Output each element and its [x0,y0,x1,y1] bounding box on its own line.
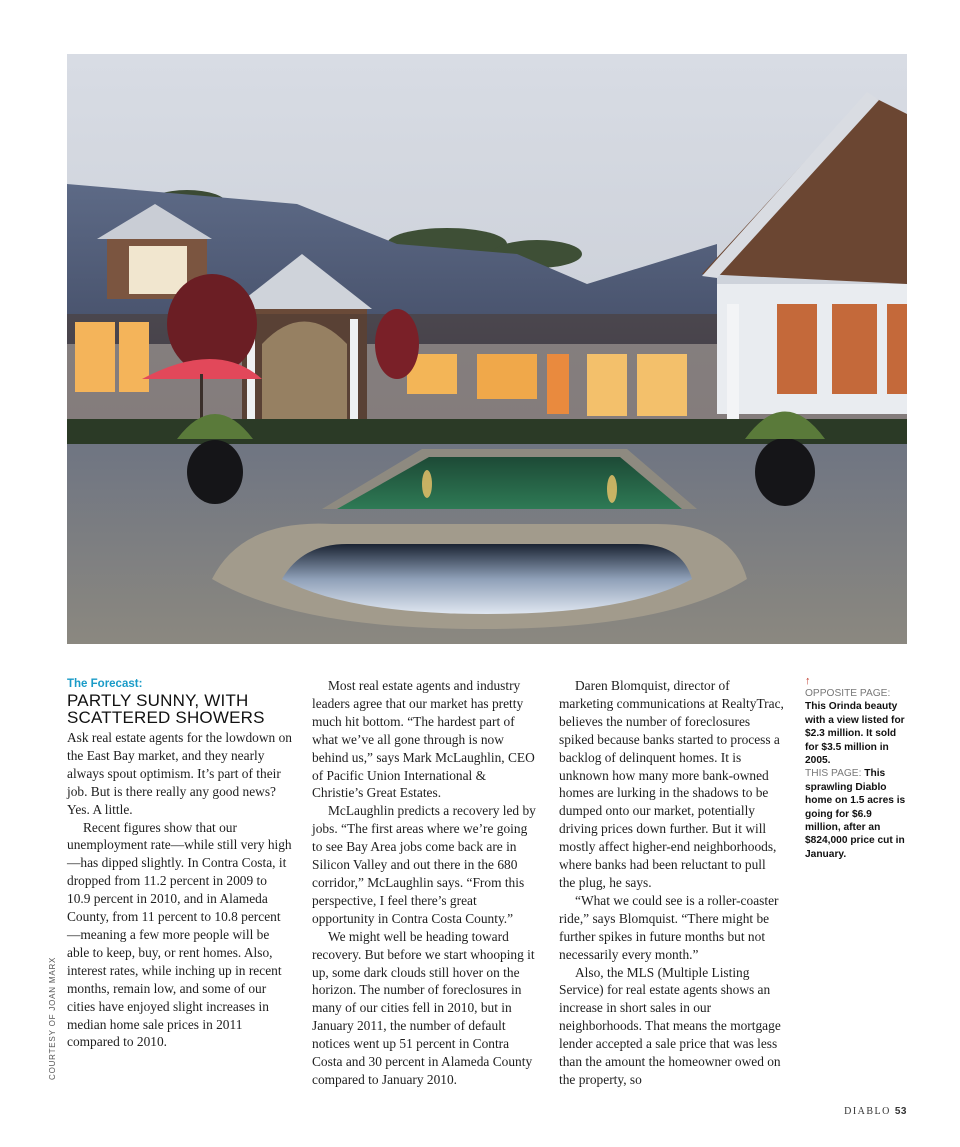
paragraph: Recent figures show that our unemployment rate—while still very high—has dipped slightly. In Contra Costa, it dropped from 11.2 percent in 2009 to 10.9 percent in 2010, and in Alameda County, from 11 percent to 10.8 percent—meaning a few more people will be able to keep, buy, or rent homes. Also, interest rates, while inching up in recent months, remain low, and some of our cities have enjoyed slight increases in median home sale prices in 2011 compared to 2010. [67,819,292,1050]
paragraph: Daren Blomquist, director of marketing communications at RealtyTrac, believes the number of foreclosures spiked because banks started to process a backlog of delinquent homes. It is unknown how many more bank-owned homes are lurking in the shadows to be dumped onto our market, potentially driving prices down further. But it will mostly affect higher-end neighborhoods, where banks had been reluctant to pull the plug, he says. [559,678,784,890]
caption-label-this: THIS PAGE: [805,768,862,780]
caption-text-opposite: This Orinda beauty with a view listed for $2.3 million. It sold for $3.5 million in 2005. [805,701,905,767]
paragraph: McLaughlin predicts a recovery led by jobs. “The first areas where we’re going to see Bay Area jobs come back are in Silicon Valley and out there in the 680 corridor,” McLaughlin says. “From this perspective, I feel there’s great opportunity in Contra Costa County.” [312,803,536,926]
magazine-name: DIABLO [844,1106,891,1117]
paragraph: Ask real estate agents for the lowdown on the East Bay market, and they nearly always spout optimism. It’s part of their job. But is there really any good news? Yes. A little. [67,730,292,817]
article-headline: PARTLY SUNNY, WITH SCATTERED SHOWERS [67,691,265,727]
house-with-pool-photo-icon [67,54,907,644]
article-column-2 [312,677,538,1089]
photo-credit: COURTESY OF JOAN MARX [48,956,57,1080]
article-column-1 [67,677,293,1051]
paragraph: “What we could see is a roller-coaster ride,” says Blomquist. “There might be further spikes in future months but not necessarily every month.” [559,892,779,962]
page-number: 53 [894,1106,907,1117]
page-folio [844,1106,907,1117]
photo-caption [805,675,909,861]
paragraph: Also, the MLS (Multiple Listing Service) for real estate agents shows an increase in short sales in our neighborhoods. That means the mortgage lender accepted a sale price that was less than the amount the homeowner owed on the property, so [559,964,781,1087]
paragraph: Most real estate agents and industry leaders agree that our market has pretty much hit bottom. “The hardest part of what we’ve all gone through is now behind us,” says Mark McLaughlin, CEO of Pacific Union International & Christie’s Great Estates. [312,678,535,801]
caption-label-opposite: OPPOSITE PAGE: [805,688,891,699]
paragraph: We might well be heading toward recovery. But before we start whooping it up, some dark clouds still hover on the horizon. The number of foreclosures in many of our cities fell in 2010, but in January 2011, the number of default notices went up 51 percent in Contra Costa and 30 percent in Alameda County compared to January 2010. [312,928,535,1087]
house-pool-photo [67,54,907,644]
section-kicker: The Forecast: [67,678,143,690]
arrow-up-icon: ↑ [805,675,811,687]
caption-text-this: This sprawling Diablo home on 1.5 acres is going for $6.9 million, after an $824,000 price cut in January. [805,768,906,860]
article-column-3 [559,677,785,1089]
